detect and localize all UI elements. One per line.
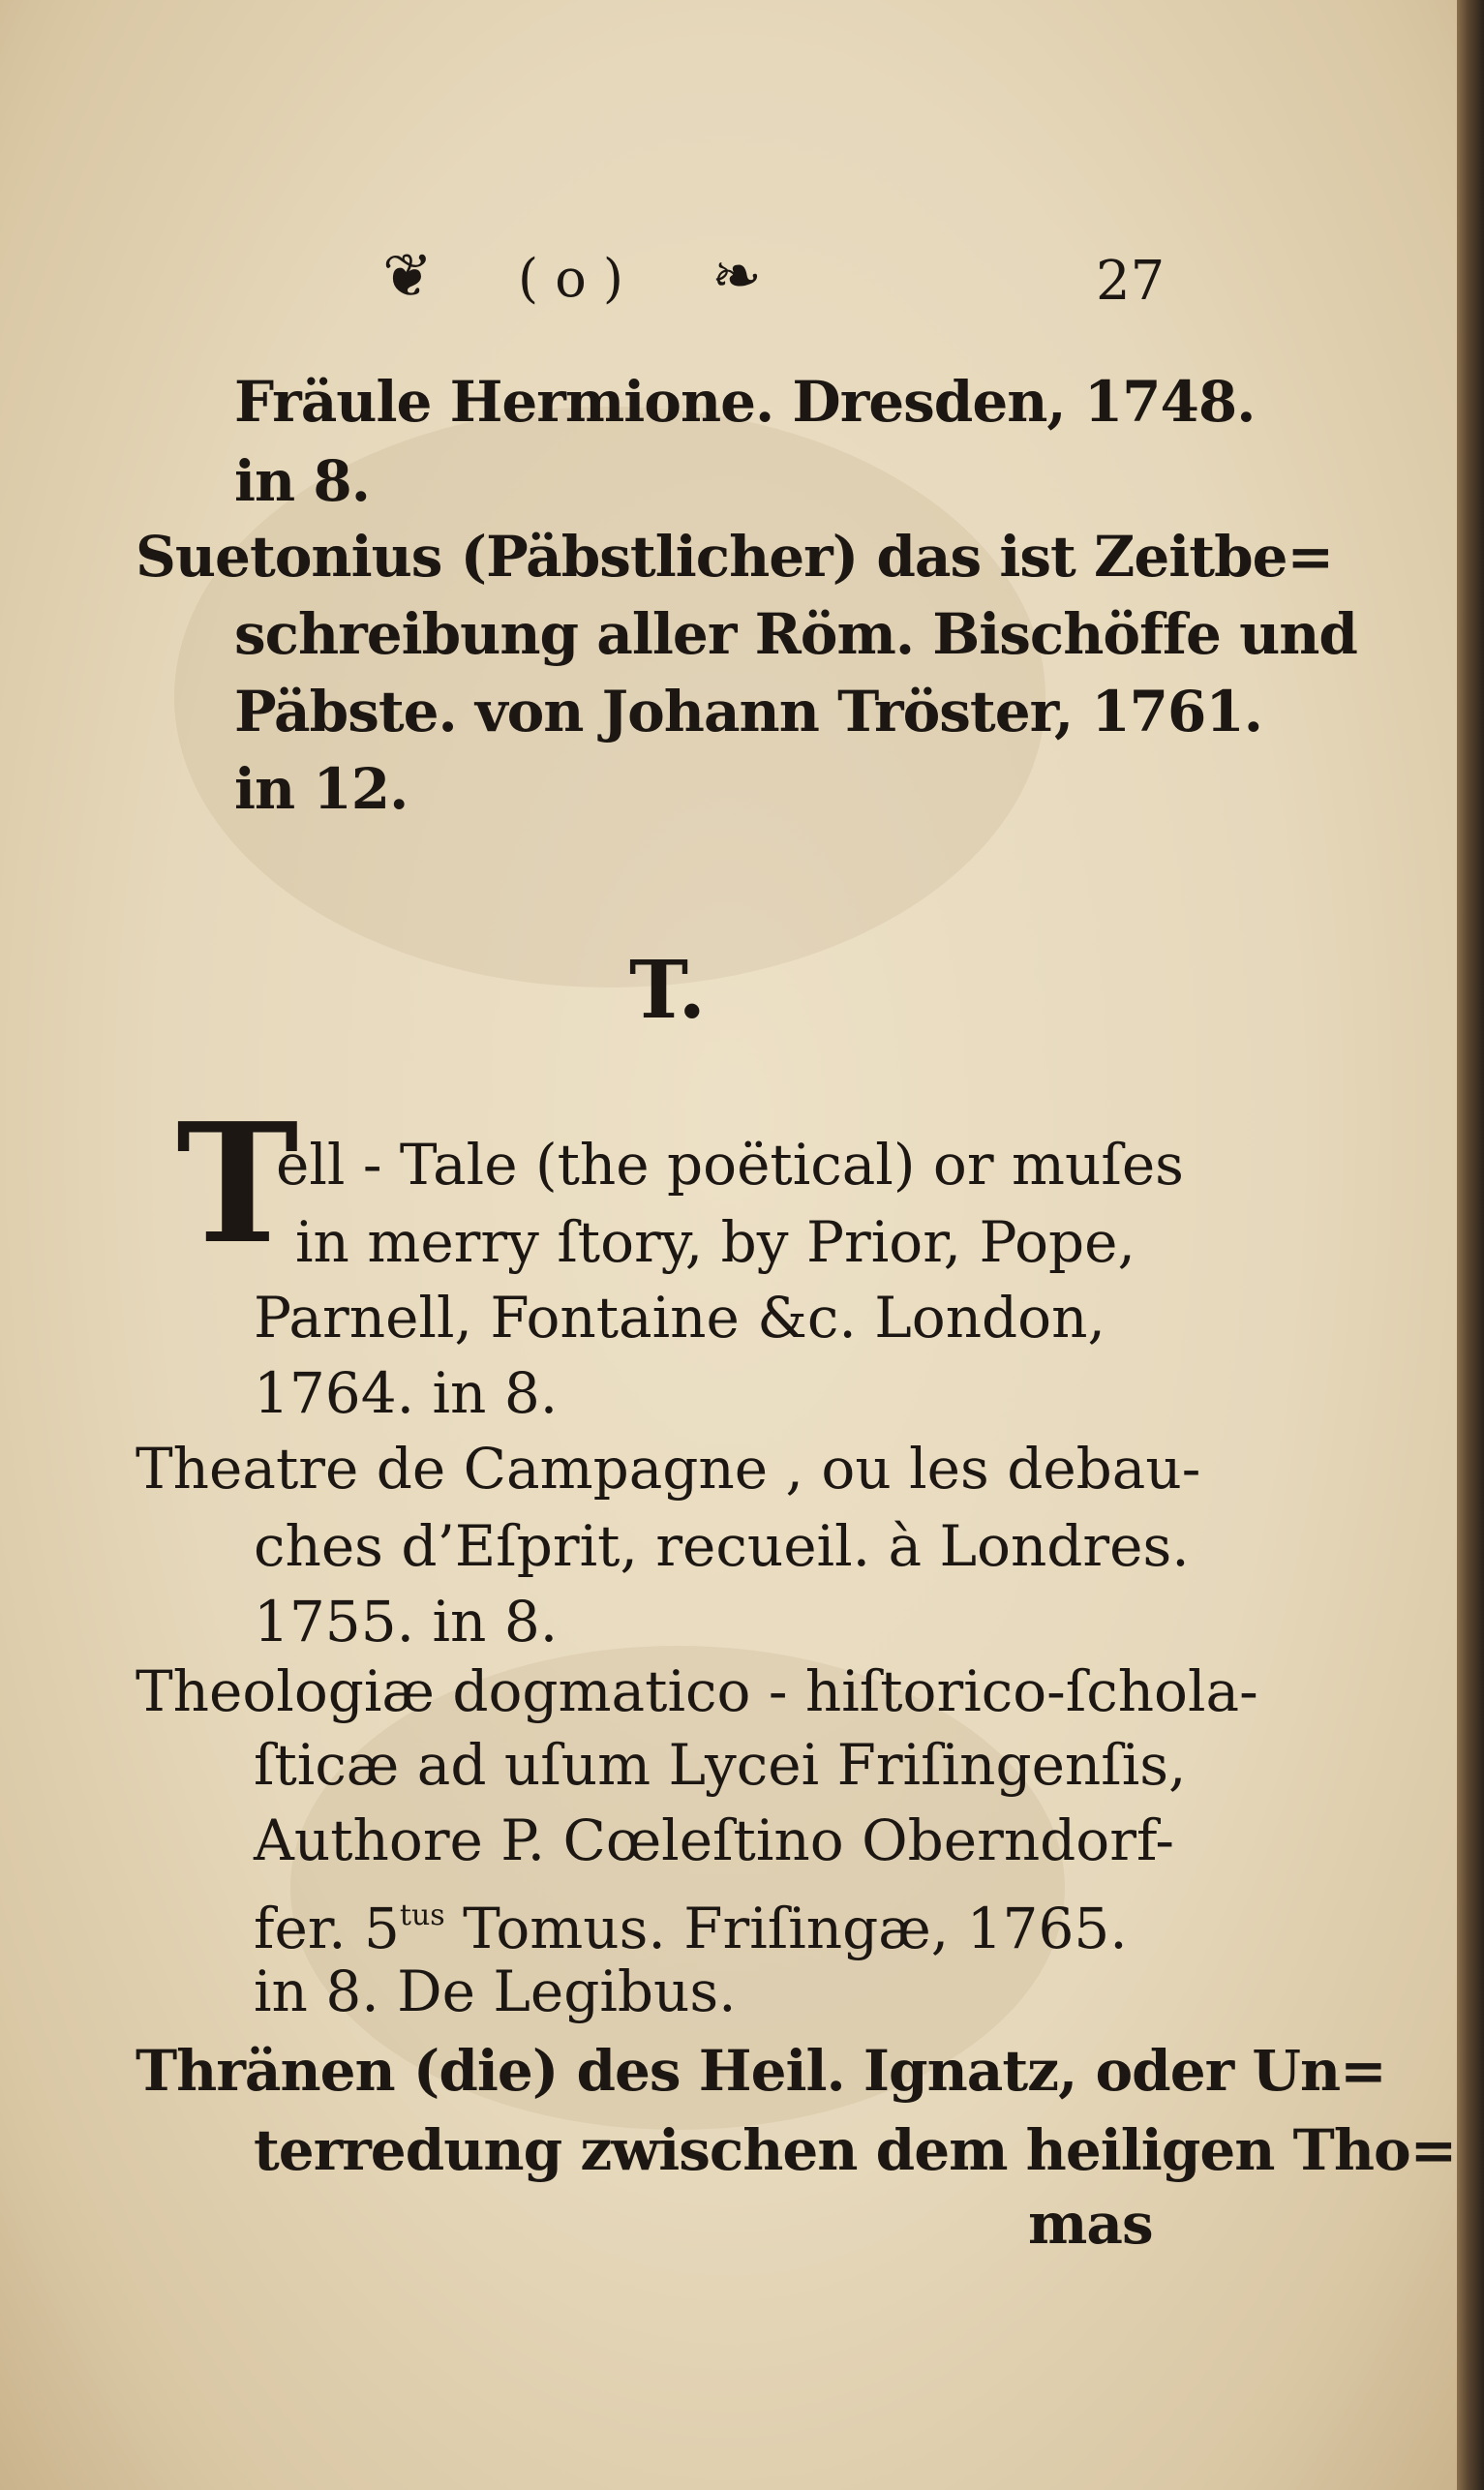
- right-ornament-icon: ❧: [712, 240, 762, 311]
- entry-line: 1755. in 8.: [254, 1589, 559, 1655]
- entry-line: ches d’Eſprit, recueil. à Londres.: [254, 1513, 1190, 1579]
- page-edge: [1457, 0, 1484, 2490]
- entry-line: in 12.: [234, 756, 409, 822]
- entry-line: Authore P. Cœleſtino Oberndorf-: [254, 1807, 1174, 1873]
- entry-line: in 8.: [234, 448, 370, 514]
- entry-line: Päbste. von Johann Tröster, 1761.: [234, 679, 1262, 744]
- entry-line: schreibung aller Röm. Bischöffe und: [234, 601, 1357, 667]
- page-number: 27: [1096, 250, 1166, 313]
- catchword: mas: [1028, 2191, 1153, 2257]
- entry-text: fer. 5: [254, 1896, 400, 1961]
- entry-line: terredung zwischen dem heiligen Tho=: [254, 2117, 1457, 2183]
- entry-text: Tomus. Friſingæ, 1765.: [444, 1896, 1128, 1961]
- superscript: tus: [399, 1898, 445, 1932]
- entry-line: 1764. in 8.: [254, 1360, 559, 1426]
- entry-line: Thränen (die) des Heil. Ignatz, oder Un=: [136, 2038, 1386, 2104]
- entry-line: in merry ſtory, by Prior, Pope,: [295, 1209, 1136, 1275]
- entry-line: ſticæ ad uſum Lycei Friſingenſis,: [254, 1732, 1187, 1798]
- drop-cap: T: [176, 1087, 299, 1281]
- entry-line: Fräule Hermione. Dresden, 1748.: [234, 369, 1256, 435]
- entry-line: ell - Tale (the poëtical) or muſes: [276, 1132, 1184, 1198]
- entry-line: Theologiæ dogmatico - hiſtorico-ſchola-: [136, 1658, 1258, 1724]
- left-ornament-icon: ❦: [382, 240, 433, 311]
- entry-line: [254, 1882, 1128, 1962]
- entry-line: Suetonius (Päbstlicher) das ist Zeitbe=: [136, 524, 1334, 590]
- entry-line: Theatre de Campagne , ou les debau-: [136, 1436, 1201, 1502]
- header-center-ornament: ( o ): [518, 248, 623, 309]
- entry-line: in 8. De Legibus.: [254, 1959, 737, 2024]
- section-heading: T.: [629, 944, 706, 1037]
- entry-line: Parnell, Fontaine &c. London,: [254, 1285, 1105, 1351]
